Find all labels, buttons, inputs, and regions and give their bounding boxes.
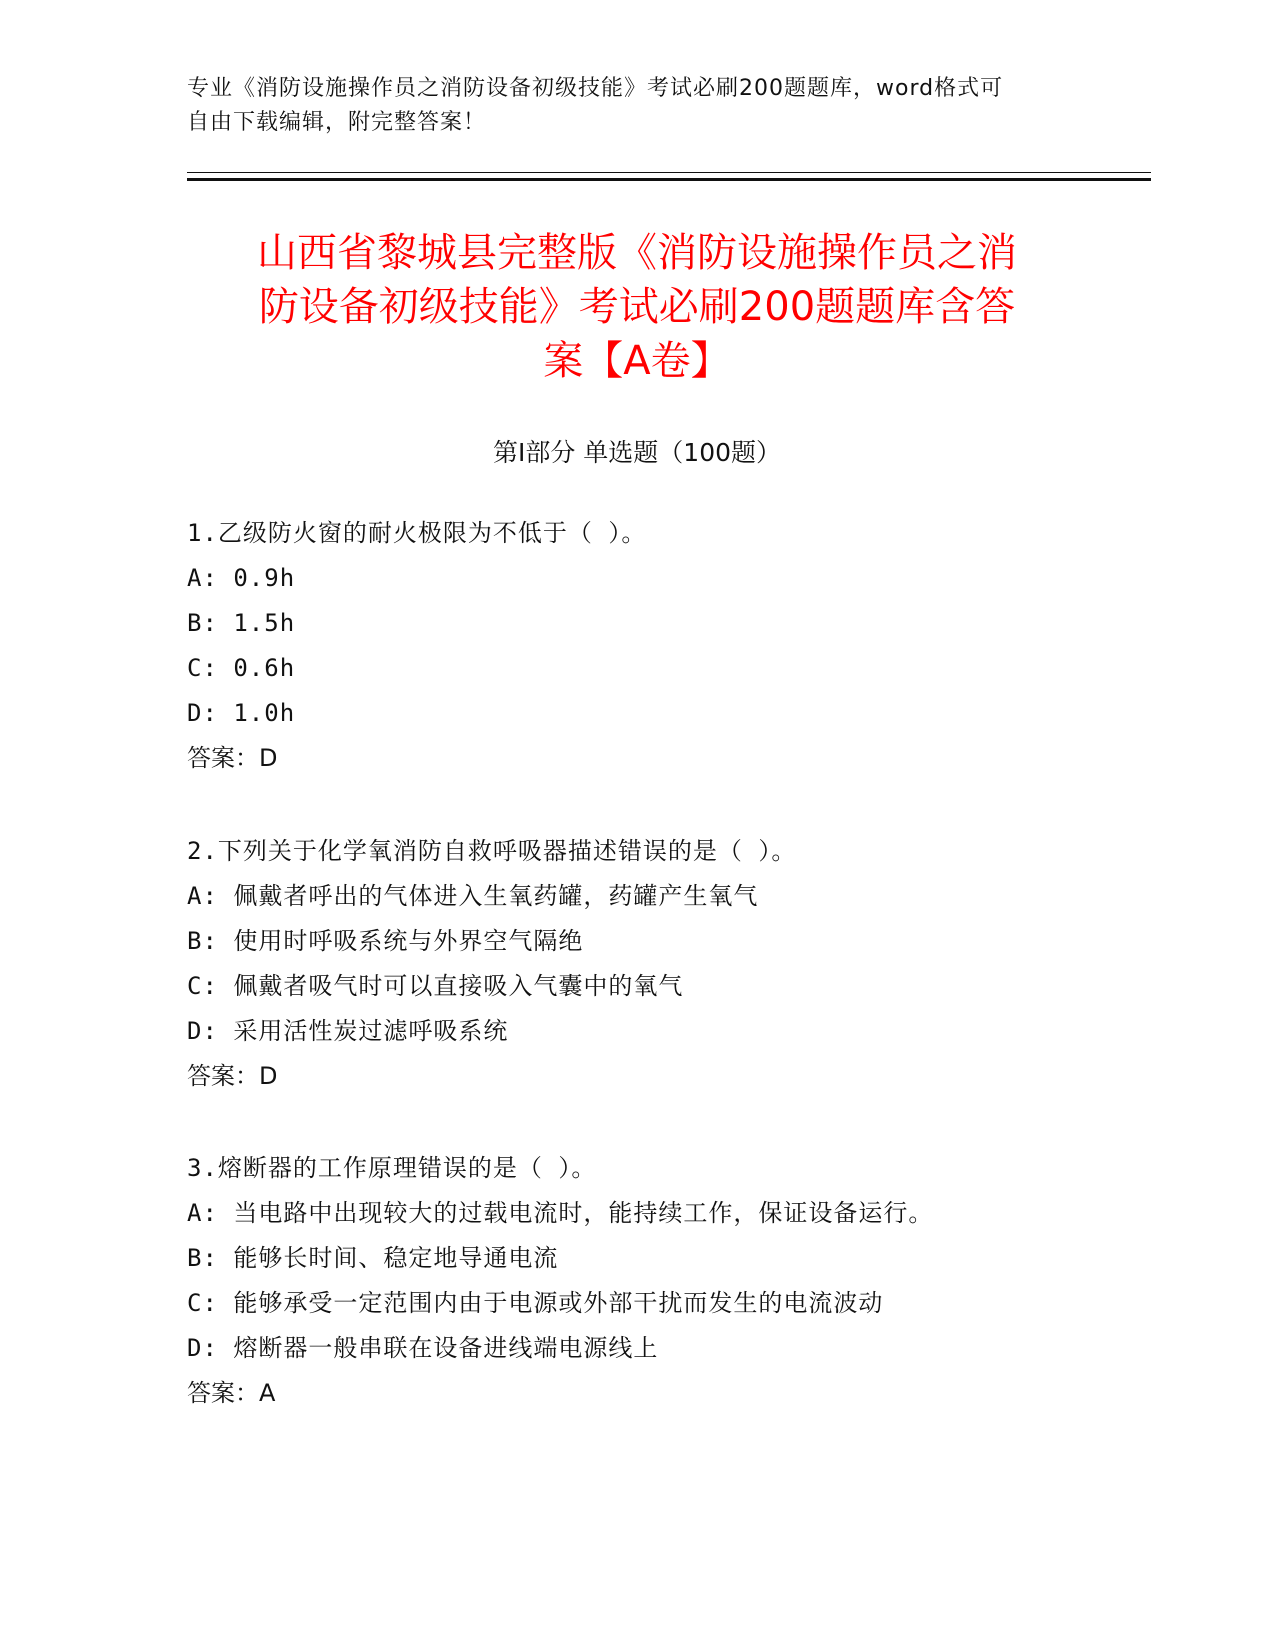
title-line-2: 防设备初级技能》考试必刷200题题库含答 <box>258 284 1016 330</box>
answer-line: 答案：A <box>187 1379 276 1407</box>
header-line-1: 专业《消防设施操作员之消防设备初级技能》考试必刷200题题库，word格式可 <box>187 76 1004 101</box>
question-item <box>187 511 1147 781</box>
question-stem: 3.熔断器的工作原理错误的是（ ）。 <box>187 1154 597 1182</box>
title-line-1: 山西省黎城县完整版《消防设施操作员之消 <box>257 230 1017 276</box>
title-line-3: 案【A卷】 <box>543 338 731 384</box>
document-title <box>187 226 1087 388</box>
option-c: C: 0.6h <box>187 654 296 682</box>
option-c: C: 佩戴者吸气时可以直接吸入气囊中的氧气 <box>187 972 684 1000</box>
option-b: B: 能够长时间、稳定地导通电流 <box>187 1244 559 1272</box>
option-d: D: 采用活性炭过滤呼吸系统 <box>187 1017 509 1045</box>
option-c: C: 能够承受一定范围内由于电源或外部干扰而发生的电流波动 <box>187 1289 884 1317</box>
option-b: B: 使用时呼吸系统与外界空气隔绝 <box>187 927 584 955</box>
document-header-note <box>187 72 1067 140</box>
question-stem: 1.乙级防火窗的耐火极限为不低于（ ）。 <box>187 519 647 547</box>
section-heading: 第I部分 单选题（100题） <box>492 438 782 467</box>
option-a: A: 佩戴者呼出的气体进入生氧药罐，药罐产生氧气 <box>187 882 759 910</box>
option-d: D: 1.0h <box>187 699 296 727</box>
answer-line: 答案：D <box>187 744 278 772</box>
question-item <box>187 829 1147 1099</box>
header-divider-thin <box>187 172 1151 173</box>
header-divider-thick <box>187 178 1151 181</box>
option-a: A: 当电路中出现较大的过载电流时，能持续工作，保证设备运行。 <box>187 1199 934 1227</box>
question-item <box>187 1146 1147 1416</box>
header-line-2: 自由下载编辑，附完整答案！ <box>187 110 487 135</box>
option-b: B: 1.5h <box>187 609 296 637</box>
option-a: A: 0.9h <box>187 564 296 592</box>
answer-line: 答案：D <box>187 1062 278 1090</box>
option-d: D: 熔断器一般串联在设备进线端电源线上 <box>187 1334 659 1362</box>
question-stem: 2.下列关于化学氧消防自救呼吸器描述错误的是（ ）。 <box>187 837 797 865</box>
